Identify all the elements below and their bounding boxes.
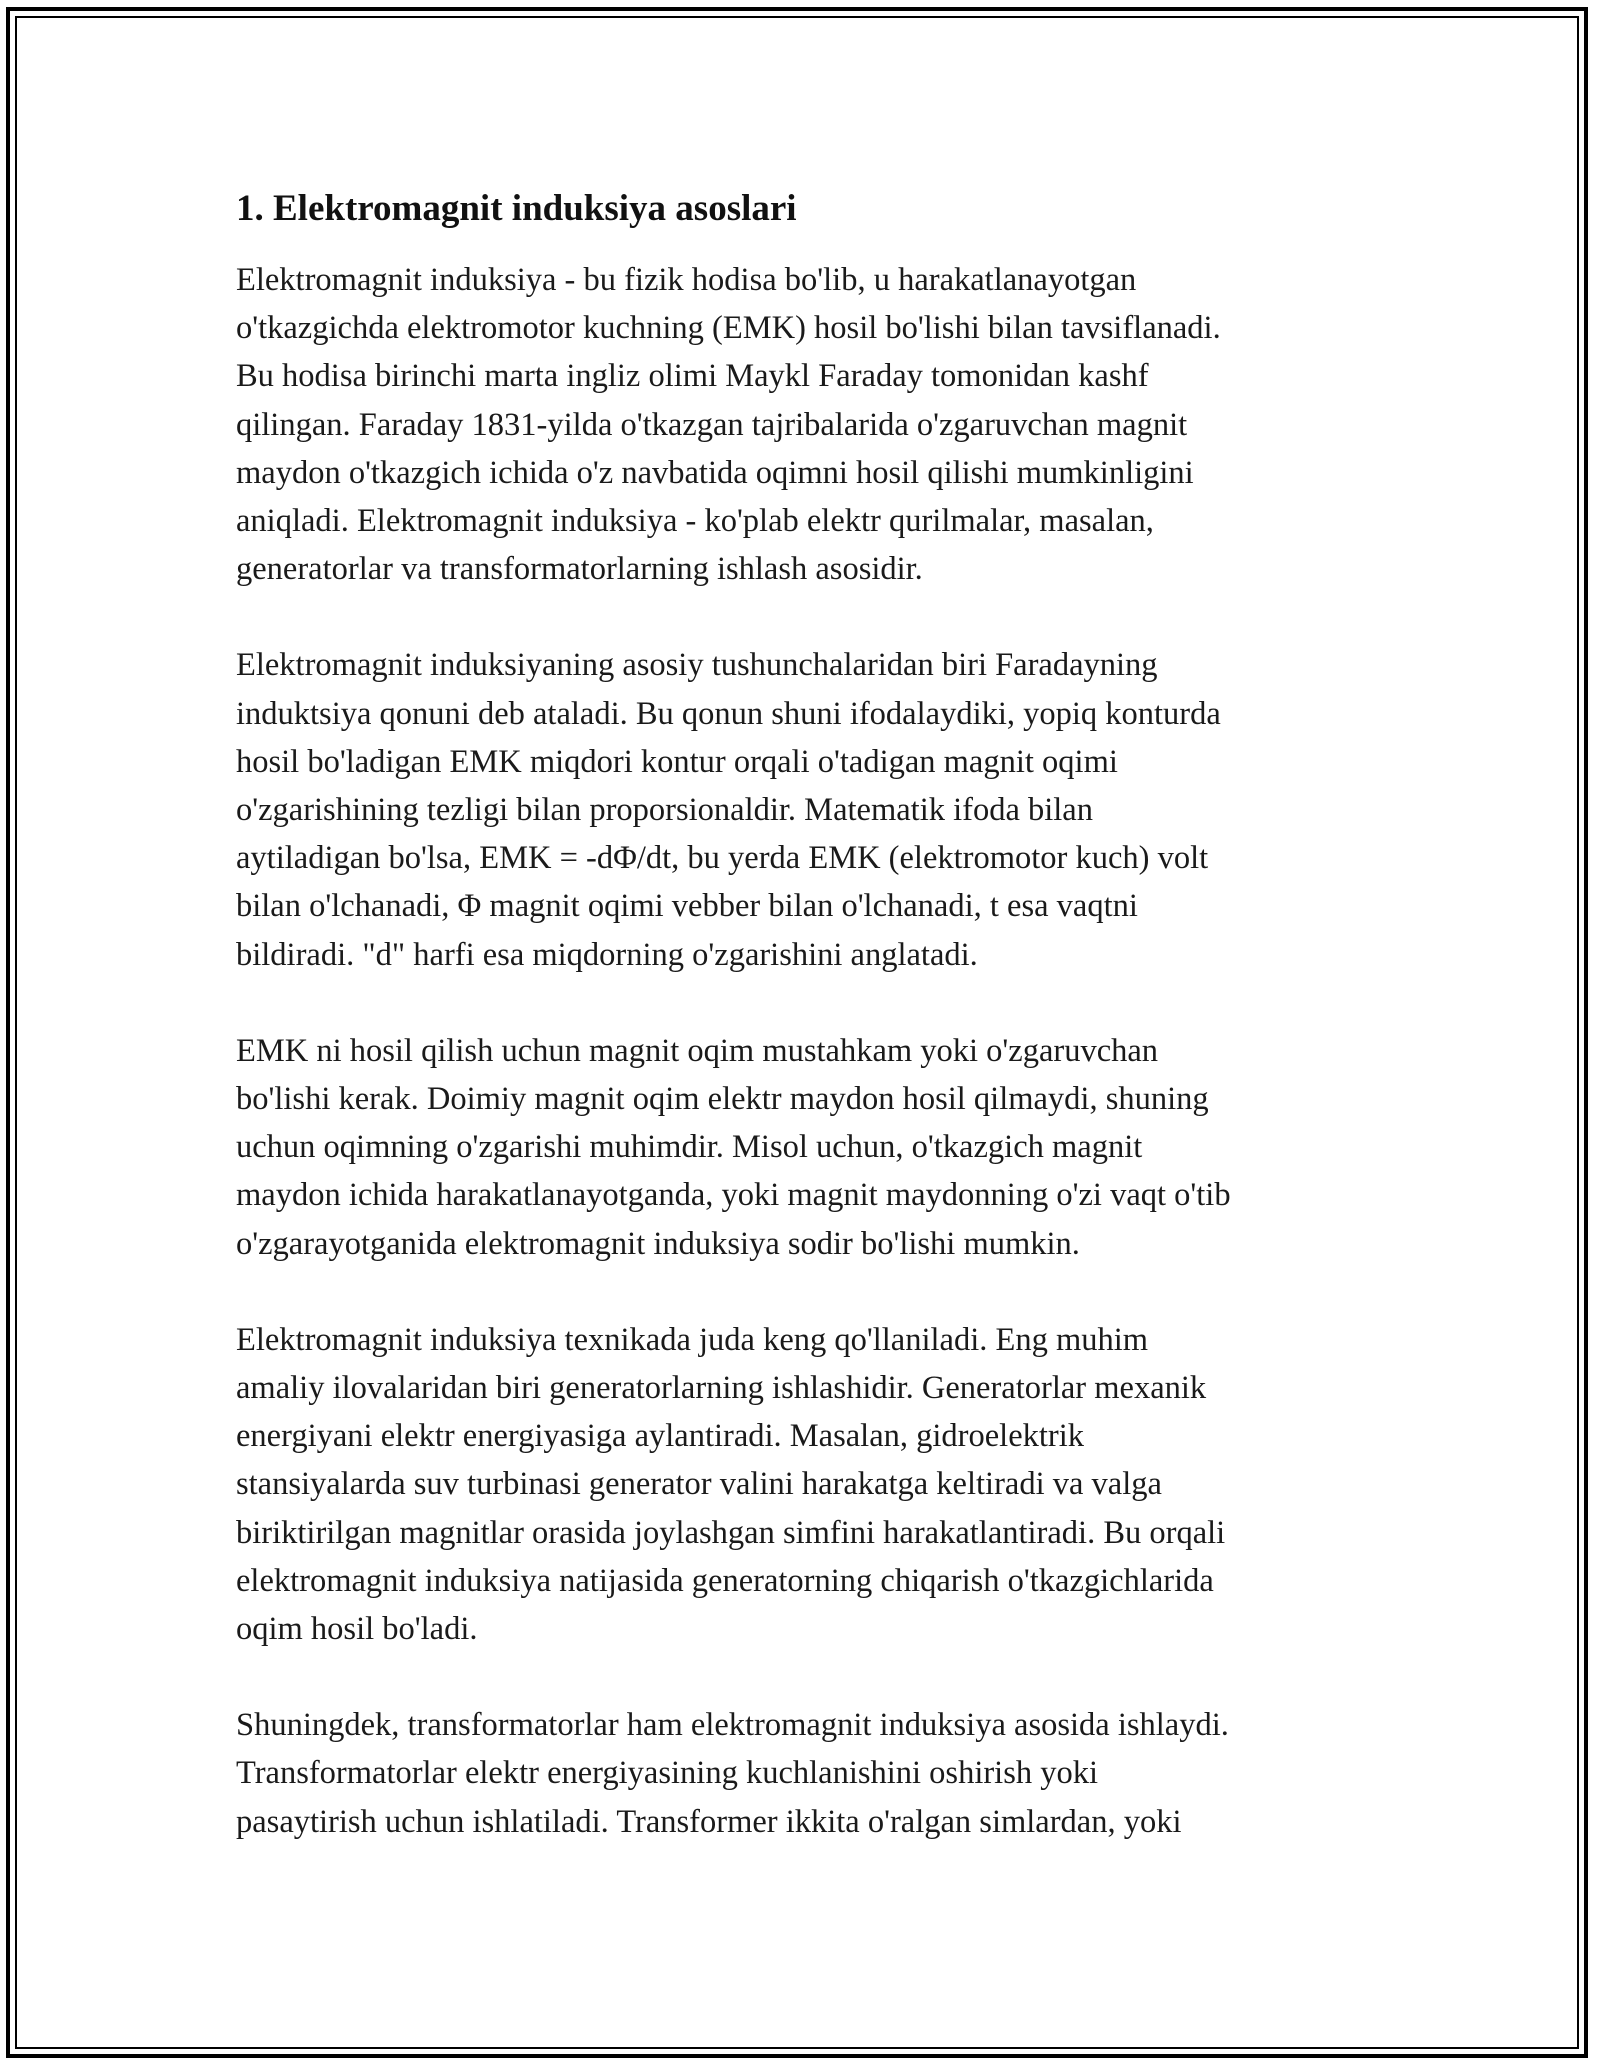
paragraph-5: Shuningdek, transformatorlar ham elektromagnit induksiya asosida ishlaydi. Transformatorlar elektr energiyasining kuchlanishini oshirish yoki pasaytirish uchun ishlatiladi. Transformer ikkita o'ralgan simlardan, yoki — [236, 1707, 1229, 1840]
document-body — [236, 185, 1366, 1894]
paragraph-4: Elektromagnit induksiya texnikada juda keng qo'llaniladi. Eng muhim amaliy ilovalaridan biri generatorlarning ishlashidir. Generatorlar mexanik energiyani elektr energiyasiga aylantiradi. Masalan, gidroelektrik stansiyalarda suv turbinasi generator valini harakatga keltiradi va valga biriktirilgan magnitlar orasida joylashgan simfini harakatlantiradi. Bu orqali elektromagnit induksiya natijasida generatorning chiqarish o'tkazgichlarida oqim hosil bo'ladi. — [236, 1321, 1226, 1648]
section-heading: 1. Elektromagnit induksiya asoslari — [236, 188, 797, 229]
paragraph-1: Elektromagnit induksiya - bu fizik hodisa bo'lib, u harakatlanayotgan o'tkazgichda elektromotor kuchning (EMK) hosil bo'lishi bilan tavsiflanadi. Bu hodisa birinchi marta ingliz olimi Maykl Faraday tomonidan kashf qilingan. Faraday 1831-yilda o'tkazgan tajribalarida o'zgaruvchan magnit maydon o'tkazgich ichida o'z navbatida oqimni hosil qilishi mumkinligini aniqladi. Elektromagnit induksiya - ko'plab elektr qurilmalar, masalan, generatorlar va transformatorlarning ishlash asosidir. — [236, 262, 1221, 588]
paragraph-3: EMK ni hosil qilish uchun magnit oqim mustahkam yoki o'zgaruvchan bo'lishi kerak. Doimiy magnit oqim elektr maydon hosil qilmaydi, shuning uchun oqimning o'zgarishi muhimdir. Misol uchun, o'tkazgich magnit maydon ichida harakatlanayotganda, yoki magnit maydonning o'zi vaqt o'tib o'zgarayotganida elektromagnit induksiya sodir bo'lishi mumkin. — [236, 1032, 1231, 1262]
paragraph-2: Elektromagnit induksiyaning asosiy tushunchalaridan biri Faradayning induktsiya qonuni deb ataladi. Bu qonun shuni ifodalaydiki, yopiq konturda hosil bo'ladigan EMK miqdori kontur orqali o'tadigan magnit oqimi o'zgarishining tezligi bilan proporsionaldir. Matematik ifoda bilan aytiladigan bo'lsa, EMK = -dΦ/dt, bu yerda EMK (elektromotor kuch) volt bilan o'lchanadi, Φ magnit oqimi vebber bilan o'lchanadi, t esa vaqtni bildiradi. "d" harfi esa miqdorning o'zgarishini anglatadi. — [236, 647, 1221, 973]
